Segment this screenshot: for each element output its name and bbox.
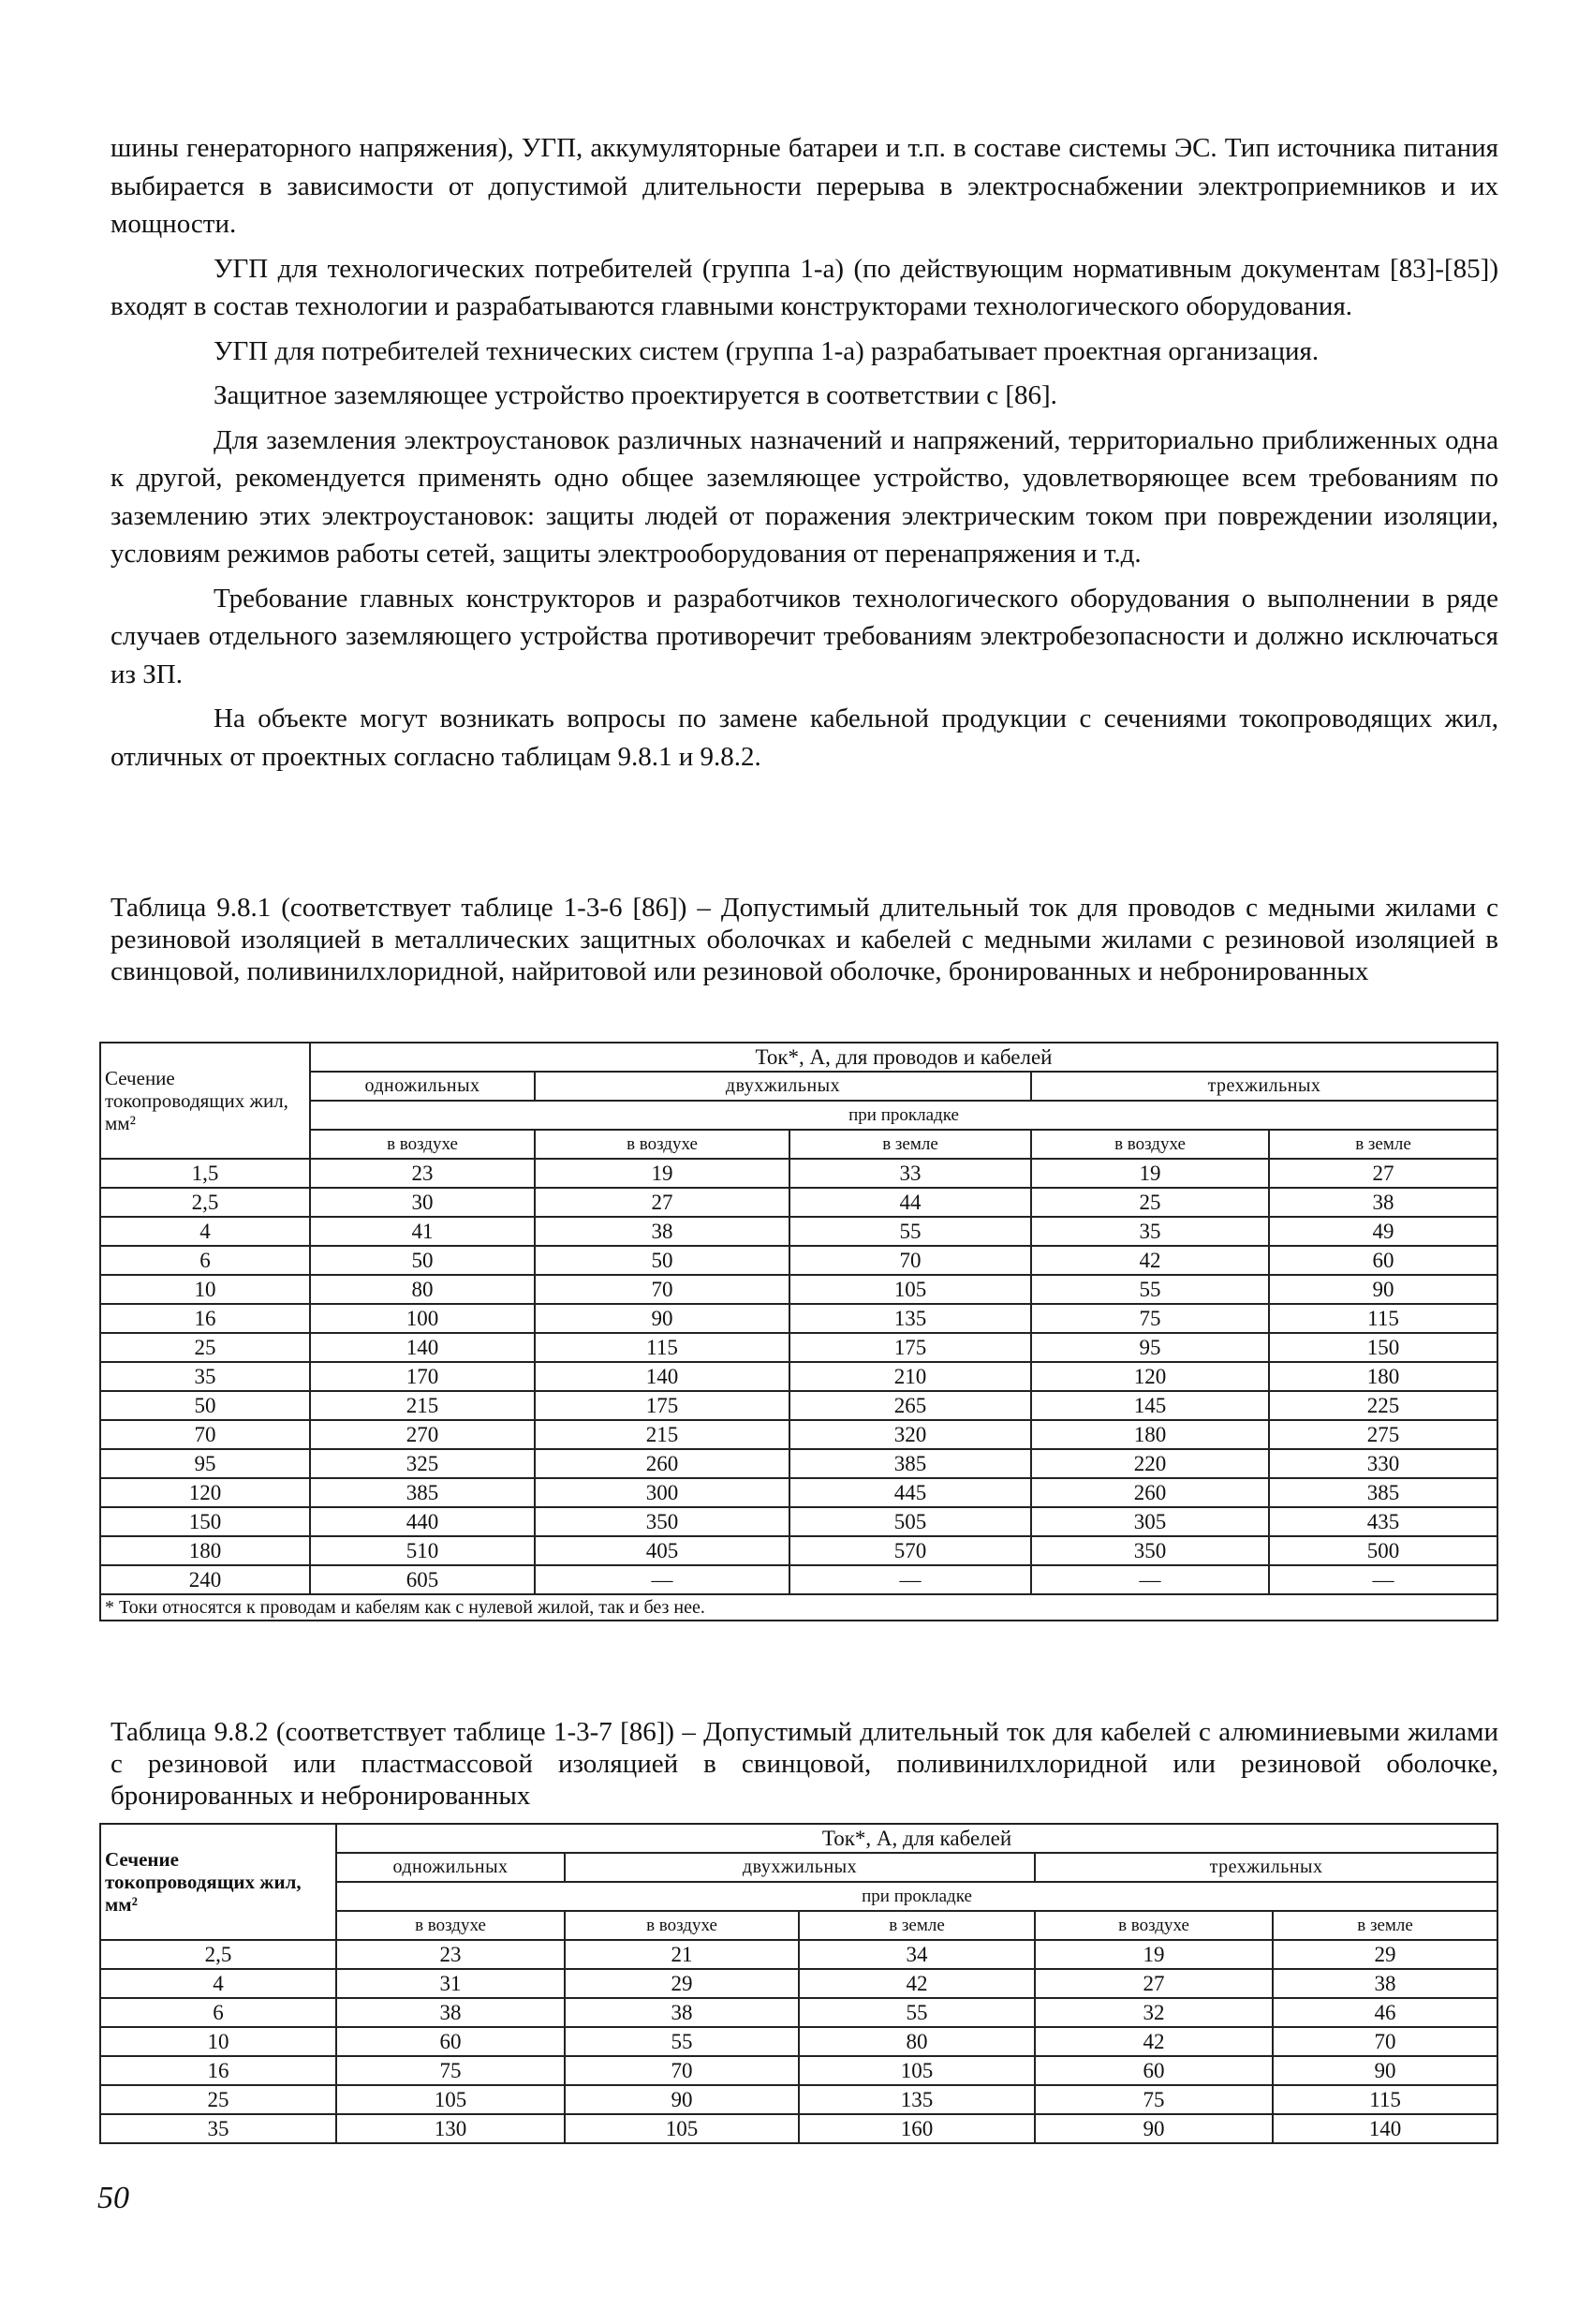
cell-current: 25	[1031, 1188, 1269, 1217]
cell-current: 440	[310, 1507, 535, 1536]
cell-current: 385	[310, 1478, 535, 1507]
column-header-laying: при прокладке	[310, 1101, 1497, 1130]
cell-section: 2,5	[100, 1188, 310, 1217]
cell-current: 175	[535, 1391, 789, 1420]
cell-current: 55	[799, 1998, 1035, 2027]
cell-current: 135	[799, 2085, 1035, 2114]
cell-current: 38	[1269, 1188, 1497, 1217]
cell-section: 120	[100, 1478, 310, 1507]
cell-section: 16	[100, 1304, 310, 1333]
cell-current: 29	[1273, 1940, 1497, 1969]
column-header-current: Ток*, А, для проводов и кабелей	[310, 1043, 1497, 1072]
cell-current: 500	[1269, 1536, 1497, 1565]
cell-current: 60	[1269, 1246, 1497, 1275]
cell-section: 35	[100, 1362, 310, 1391]
cell-section: 150	[100, 1507, 310, 1536]
table-footnote: * Токи относятся к проводам и кабелям как с нулевой жилой, так и без нее.	[100, 1594, 1497, 1621]
body-text	[111, 129, 1498, 782]
cell-current: 50	[310, 1246, 535, 1275]
cell-current: 42	[799, 1969, 1035, 1998]
cell-current: 70	[565, 2056, 799, 2085]
cell-current: 300	[535, 1478, 789, 1507]
column-header-three-core: трехжильных	[1031, 1072, 1497, 1101]
cell-current: 505	[789, 1507, 1031, 1536]
cell-current: 70	[535, 1275, 789, 1304]
cell-current: 29	[565, 1969, 799, 1998]
paragraph: Требование главных конструкторов и разработчиков технологического оборудования о выполнении в ряде случаев отдельного заземляющего устройства противоречит требованиям электробезопасности и должно исключаться из ЗП.	[111, 583, 1498, 689]
cell-current: 75	[1031, 1304, 1269, 1333]
table-row	[100, 2114, 1497, 2143]
cell-section: 2,5	[100, 1940, 336, 1969]
cell-current: 260	[1031, 1478, 1269, 1507]
paragraph: УГП для технологических потребителей (группа 1-а) (по действующим нормативным документам [83]-[85]) входят в состав технологии и разрабатываются главными конструкторами технологического оборудования.	[111, 253, 1498, 321]
cell-current: 23	[336, 1940, 565, 1969]
column-header-two-core: двухжильных	[535, 1072, 1031, 1101]
cell-current: 75	[336, 2056, 565, 2085]
cell-current: 23	[310, 1159, 535, 1188]
column-header-air: в воздухе	[1031, 1130, 1269, 1159]
column-header-air: в воздухе	[336, 1911, 565, 1940]
cell-current: —	[535, 1565, 789, 1594]
paragraph: Защитное заземляющее устройство проектируется в соответствии с [86].	[214, 380, 1057, 410]
cell-current: 27	[535, 1188, 789, 1217]
table-row	[100, 2056, 1497, 2085]
table-row	[100, 1969, 1497, 1998]
cell-current: 135	[789, 1304, 1031, 1333]
table-row	[100, 1188, 1497, 1217]
cell-current: 105	[565, 2114, 799, 2143]
table-row	[100, 2027, 1497, 2056]
cell-current: 34	[799, 1940, 1035, 1969]
cell-section: 4	[100, 1969, 336, 1998]
cell-section: 180	[100, 1536, 310, 1565]
cell-section: 4	[100, 1217, 310, 1246]
table-row	[100, 1449, 1497, 1478]
table-row	[100, 1217, 1497, 1246]
cell-current: 60	[336, 2027, 565, 2056]
page-number: 50	[97, 2181, 129, 2215]
cell-section: 95	[100, 1449, 310, 1478]
column-header-two-core: двухжильных	[565, 1853, 1035, 1882]
cell-current: 120	[1031, 1362, 1269, 1391]
table-9-8-2-caption: Таблица 9.8.2 (соответствует таблице 1-3-7 [86]) – Допустимый длительный ток для кабелей с алюминиевыми жилами с резиновой или пластмассовой изоляцией в свинцовой, поливинилхлоридной или резиновой оболочке, бронированных и небронированных	[111, 1717, 1498, 1811]
cell-current: 225	[1269, 1391, 1497, 1420]
cell-current: 38	[565, 1998, 799, 2027]
cell-current: 90	[1035, 2114, 1273, 2143]
cell-current: 60	[1035, 2056, 1273, 2085]
cell-current: 175	[789, 1333, 1031, 1362]
cell-current: 75	[1035, 2085, 1273, 2114]
cell-current: 215	[535, 1420, 789, 1449]
cell-current: 170	[310, 1362, 535, 1391]
cell-current: 42	[1035, 2027, 1273, 2056]
table-row	[100, 1246, 1497, 1275]
paragraph: На объекте могут возникать вопросы по замене кабельной продукции с сечениями токопроводящих жил, отличных от проектных согласно таблицам 9.8.1 и 9.8.2.	[111, 703, 1498, 772]
cell-section: 35	[100, 2114, 336, 2143]
cell-current: 38	[535, 1217, 789, 1246]
cell-current: 105	[799, 2056, 1035, 2085]
cell-current: 115	[535, 1333, 789, 1362]
table-row	[100, 1159, 1497, 1188]
cell-current: 41	[310, 1217, 535, 1246]
table-row	[100, 1507, 1497, 1536]
cell-current: 510	[310, 1536, 535, 1565]
column-header-single-core: одножильных	[310, 1072, 535, 1101]
column-header-air: в воздухе	[565, 1911, 799, 1940]
cell-current: 305	[1031, 1507, 1269, 1536]
cell-current: 605	[310, 1565, 535, 1594]
cell-current: 385	[1269, 1478, 1497, 1507]
cell-current: 140	[535, 1362, 789, 1391]
cell-current: —	[1031, 1565, 1269, 1594]
cell-current: 55	[1031, 1275, 1269, 1304]
table-row	[100, 1304, 1497, 1333]
cell-current: 260	[535, 1449, 789, 1478]
paragraph: шины генераторного напряжения), УГП, аккумуляторные батареи и т.п. в составе системы ЭС. Тип источника питания выбирается в зависимости от допустимой длительности перерыва в электроснабжении электроприемников и их мощности.	[111, 133, 1498, 239]
table-row	[100, 1565, 1497, 1594]
paragraph: Для заземления электроустановок различных назначений и напряжений, территориально приближенных одна к другой, рекомендуется применять одно общее заземляющее устройство, удовлетворяющее всем требованиям по заземлению этих электроустановок: защиты людей от поражения электрическим током при повреждении изоляции, условиям режимов работы сетей, защиты электрооборудования от перенапряжения и т.д.	[111, 424, 1498, 569]
column-header-current: Ток*, А, для кабелей	[336, 1824, 1497, 1853]
cell-current: 90	[1269, 1275, 1497, 1304]
cell-current: 55	[565, 2027, 799, 2056]
cell-current: 32	[1035, 1998, 1273, 2027]
cell-current: 130	[336, 2114, 565, 2143]
cell-current: 19	[535, 1159, 789, 1188]
cell-current: 42	[1031, 1246, 1269, 1275]
cell-current: 140	[310, 1333, 535, 1362]
cell-current: 50	[535, 1246, 789, 1275]
table-9-8-1	[99, 1042, 1498, 1621]
column-header-three-core: трехжильных	[1035, 1853, 1497, 1882]
cell-current: 19	[1031, 1159, 1269, 1188]
cell-section: 240	[100, 1565, 310, 1594]
cell-section: 1,5	[100, 1159, 310, 1188]
column-header-section: Сечение токопроводящих жил, мм²	[100, 1043, 310, 1159]
cell-current: 350	[535, 1507, 789, 1536]
column-header-laying: при прокладке	[336, 1882, 1497, 1911]
column-header-ground: в земле	[1273, 1911, 1497, 1940]
cell-section: 6	[100, 1998, 336, 2027]
column-header-section: Сечение токопроводящих жил, мм²	[100, 1824, 336, 1940]
cell-section: 50	[100, 1391, 310, 1420]
cell-section: 16	[100, 2056, 336, 2085]
table-9-8-1-caption: Таблица 9.8.1 (соответствует таблице 1-3-6 [86]) – Допустимый длительный ток для проводов с медными жилами с резиновой изоляцией в металлических защитных оболочках и кабелей с медными жилами с резиновой изоляцией в свинцовой, поливинилхлоридной, найритовой или резиновой оболочке, бронированных и небронированных	[111, 893, 1498, 986]
table-row	[100, 1391, 1497, 1420]
cell-current: —	[789, 1565, 1031, 1594]
cell-current: 27	[1269, 1159, 1497, 1188]
cell-current: 100	[310, 1304, 535, 1333]
cell-current: 150	[1269, 1333, 1497, 1362]
cell-current: 35	[1031, 1217, 1269, 1246]
cell-current: 160	[799, 2114, 1035, 2143]
cell-current: 44	[789, 1188, 1031, 1217]
cell-current: 270	[310, 1420, 535, 1449]
cell-current: 140	[1273, 2114, 1497, 2143]
cell-current: 220	[1031, 1449, 1269, 1478]
table-row	[100, 1333, 1497, 1362]
table-row	[100, 1478, 1497, 1507]
cell-current: 180	[1269, 1362, 1497, 1391]
cell-current: 80	[799, 2027, 1035, 2056]
table-row	[100, 2085, 1497, 2114]
cell-current: 215	[310, 1391, 535, 1420]
cell-current: 435	[1269, 1507, 1497, 1536]
cell-current: 90	[1273, 2056, 1497, 2085]
cell-section: 25	[100, 1333, 310, 1362]
cell-current: 180	[1031, 1420, 1269, 1449]
cell-section: 25	[100, 2085, 336, 2114]
cell-current: 70	[789, 1246, 1031, 1275]
table-9-8-2	[99, 1823, 1498, 2144]
cell-current: 46	[1273, 1998, 1497, 2027]
column-header-ground: в земле	[799, 1911, 1035, 1940]
table-row	[100, 1420, 1497, 1449]
cell-current: 570	[789, 1536, 1031, 1565]
column-header-air: в воздухе	[310, 1130, 535, 1159]
column-header-ground: в земле	[789, 1130, 1031, 1159]
column-header-air: в воздухе	[535, 1130, 789, 1159]
column-header-air: в воздухе	[1035, 1911, 1273, 1940]
cell-current: 38	[1273, 1969, 1497, 1998]
table-row	[100, 1275, 1497, 1304]
cell-current: 80	[310, 1275, 535, 1304]
table-row	[100, 1998, 1497, 2027]
table-row	[100, 1362, 1497, 1391]
table-row	[100, 1940, 1497, 1969]
cell-current: 90	[565, 2085, 799, 2114]
cell-current: 115	[1273, 2085, 1497, 2114]
table-9-8-2-body	[100, 1940, 1497, 2143]
cell-current: 27	[1035, 1969, 1273, 1998]
table-9-8-1-body	[100, 1159, 1497, 1594]
cell-current: 115	[1269, 1304, 1497, 1333]
cell-current: 210	[789, 1362, 1031, 1391]
column-header-ground: в земле	[1269, 1130, 1497, 1159]
cell-current: 105	[789, 1275, 1031, 1304]
table-row	[100, 1536, 1497, 1565]
cell-section: 70	[100, 1420, 310, 1449]
cell-current: 385	[789, 1449, 1031, 1478]
cell-current: 55	[789, 1217, 1031, 1246]
paragraph: УГП для потребителей технических систем (группа 1-а) разрабатывает проектная организация.	[214, 335, 1320, 366]
cell-section: 10	[100, 1275, 310, 1304]
cell-current: 275	[1269, 1420, 1497, 1449]
cell-current: 49	[1269, 1217, 1497, 1246]
cell-current: 90	[535, 1304, 789, 1333]
cell-current: 21	[565, 1940, 799, 1969]
cell-current: 350	[1031, 1536, 1269, 1565]
cell-section: 10	[100, 2027, 336, 2056]
cell-current: —	[1269, 1565, 1497, 1594]
cell-current: 95	[1031, 1333, 1269, 1362]
cell-section: 6	[100, 1246, 310, 1275]
cell-current: 405	[535, 1536, 789, 1565]
column-header-single-core: одножильных	[336, 1853, 565, 1882]
cell-current: 265	[789, 1391, 1031, 1420]
cell-current: 38	[336, 1998, 565, 2027]
cell-current: 330	[1269, 1449, 1497, 1478]
cell-current: 70	[1273, 2027, 1497, 2056]
cell-current: 33	[789, 1159, 1031, 1188]
cell-current: 320	[789, 1420, 1031, 1449]
cell-current: 19	[1035, 1940, 1273, 1969]
cell-current: 145	[1031, 1391, 1269, 1420]
cell-current: 105	[336, 2085, 565, 2114]
cell-current: 325	[310, 1449, 535, 1478]
cell-current: 31	[336, 1969, 565, 1998]
cell-current: 445	[789, 1478, 1031, 1507]
cell-current: 30	[310, 1188, 535, 1217]
